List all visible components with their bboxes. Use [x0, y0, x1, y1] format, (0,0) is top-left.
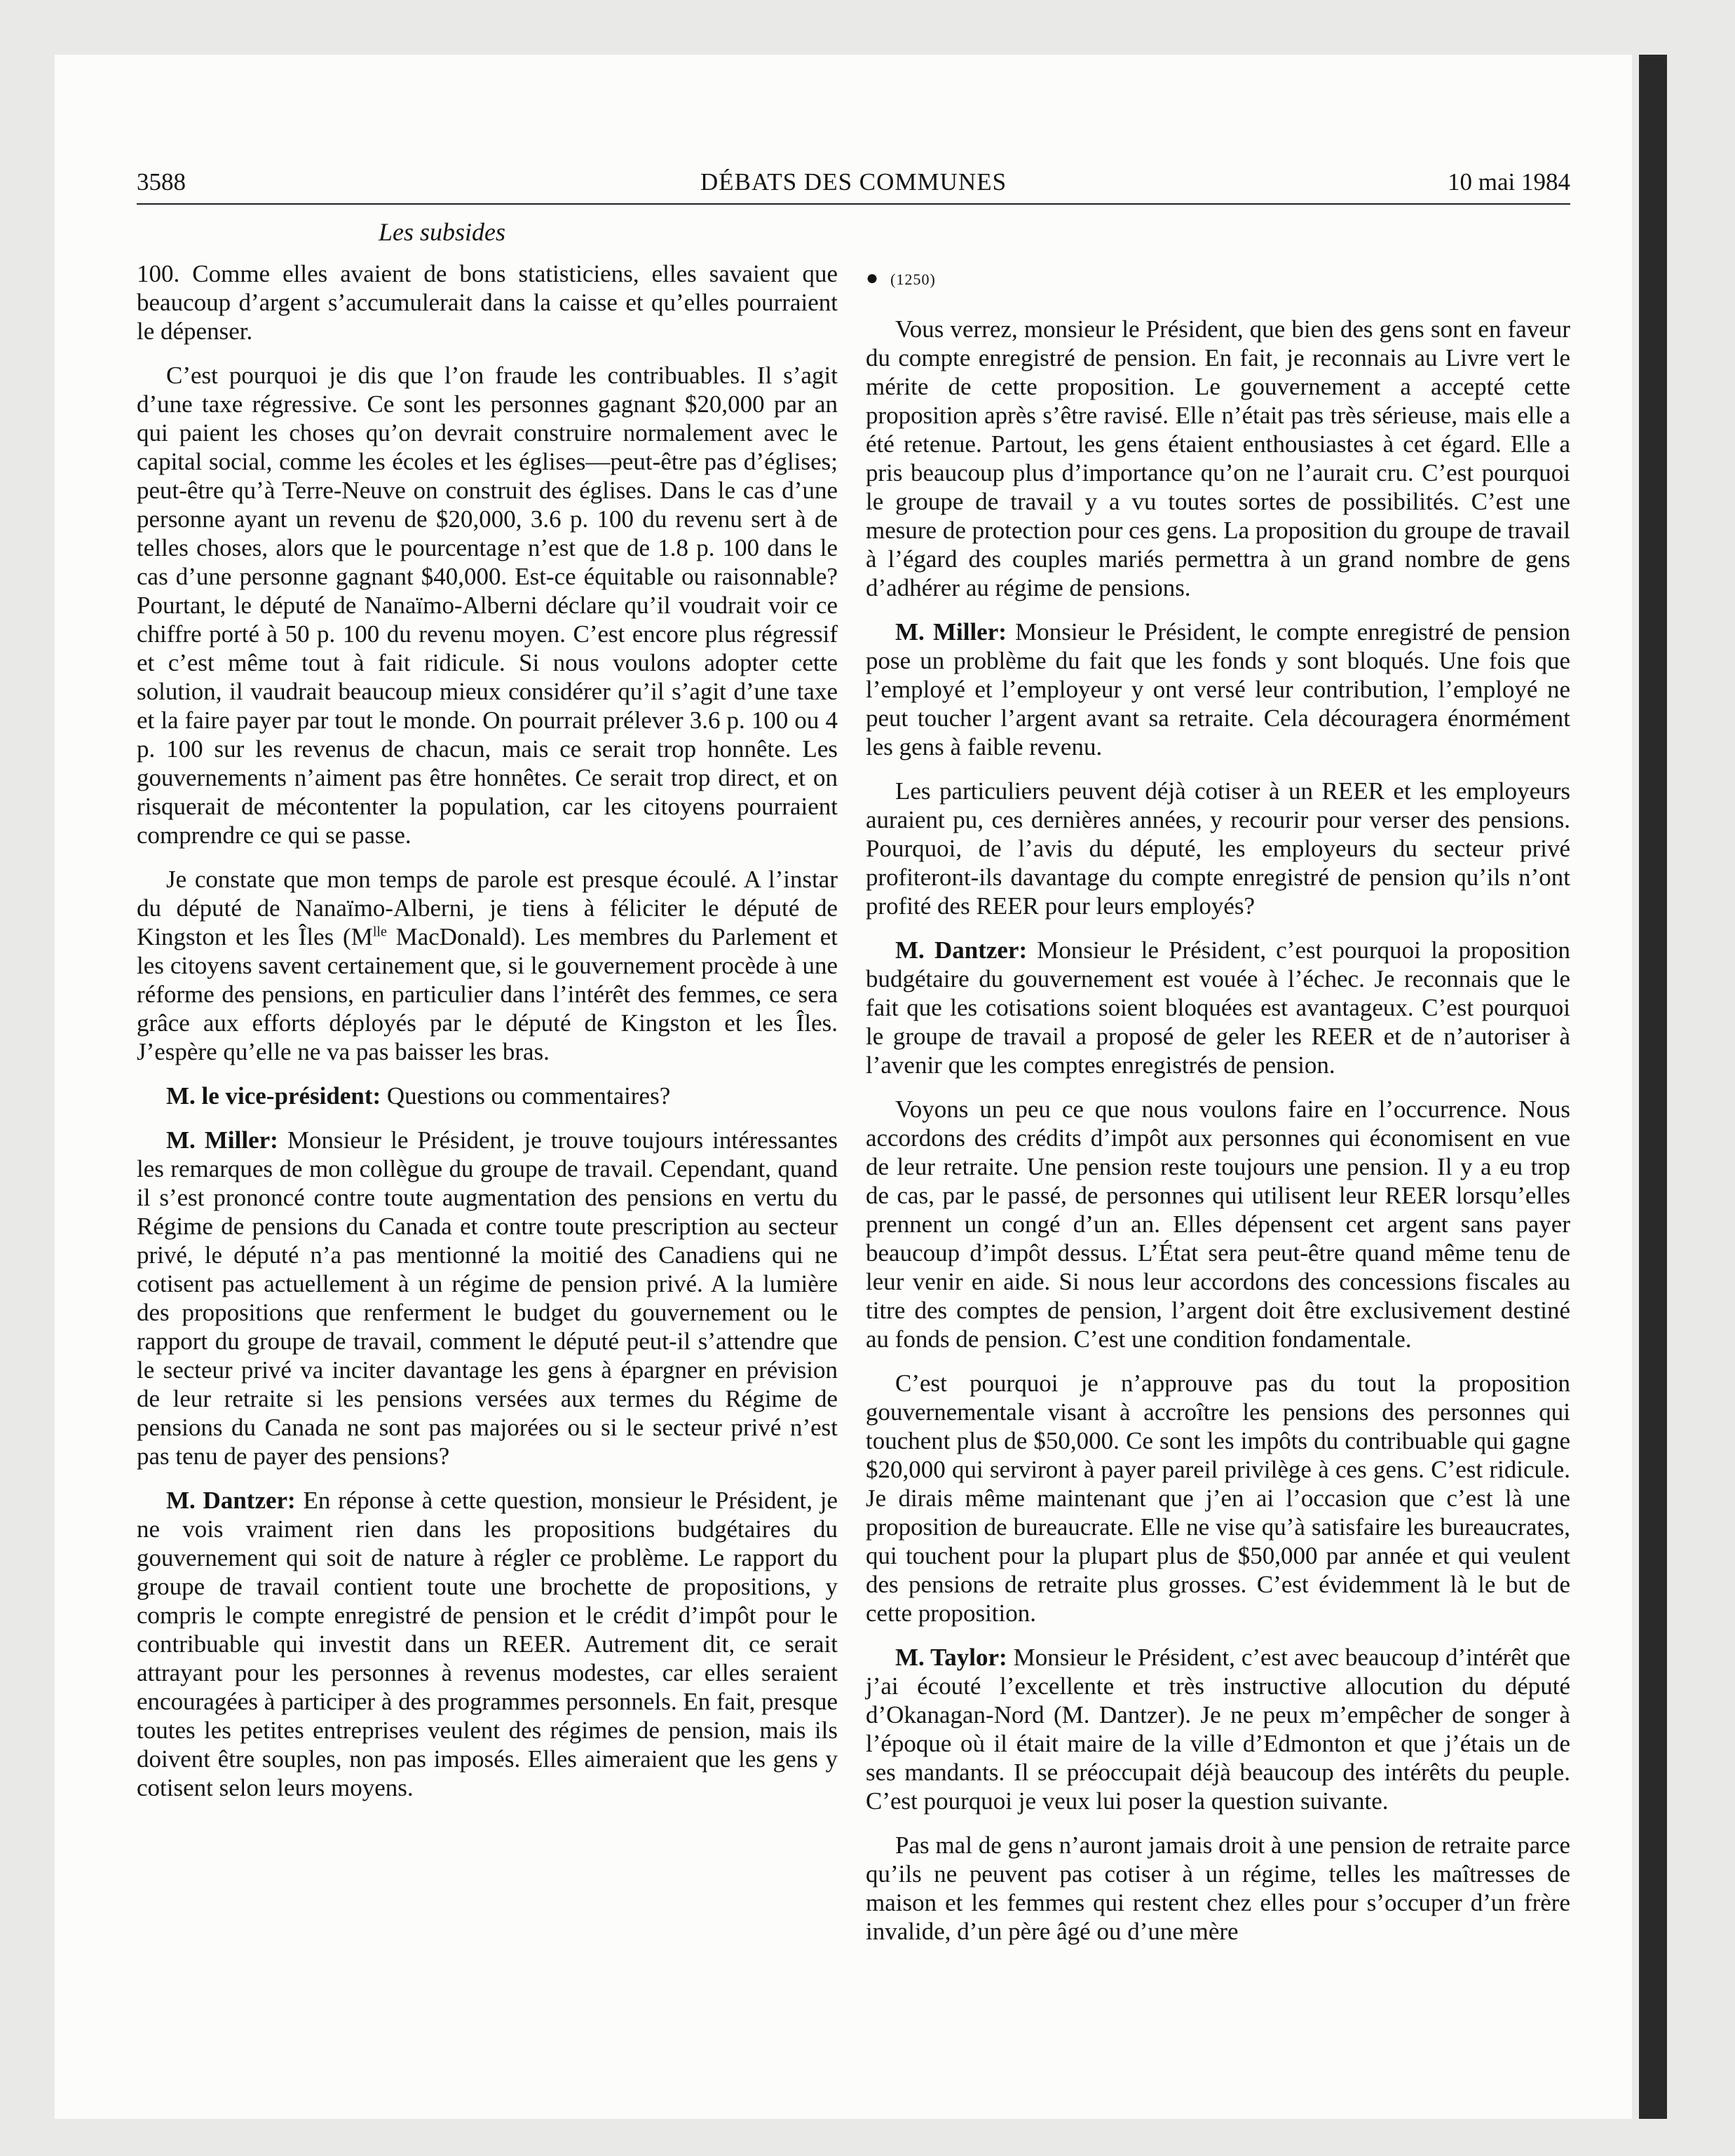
- paragraph: Voyons un peu ce que nous voulons faire en l’occurrence. Nous accordons des crédits d’impôt aux personnes qui économisent en vue de leur retraite. Une pension reste toujours une pension. Il y a eu trop de cas, par le passé, de personnes qui utilisent leur REER lorsqu’elles prennent un congé d’un an. Elles dépensent cet argent sans payer beaucoup d’impôt dessus. L’État sera peut-être quand même tenu de leur venir en aide. Si nous leur accordons des concessions fiscales au titre des comptes de pension, l’argent doit être exclusivement destiné au fonds de pension. C’est une condition fondamentale.: [866, 1096, 1570, 1353]
- time-marker-text: (1250): [890, 271, 936, 288]
- bullet-icon: ●: [866, 266, 880, 289]
- speech-text: Questions ou commentaires?: [381, 1082, 671, 1110]
- paragraph: [866, 936, 1570, 1079]
- paragraph: [137, 1082, 838, 1110]
- paragraph: Les particuliers peuvent déjà cotiser à un REER et les employeurs auraient pu, ces dernières années, y recourir pour verser des pensions. Pourquoi, de l’avis du député, les employeurs du secteur privé profiteront-ils davantage du compte enregistré de pension qu’ils n’ont profité des REER pour leurs employés?: [866, 777, 1570, 920]
- paragraph: C’est pourquoi je dis que l’on fraude les contribuables. Il s’agit d’une taxe régressive. Ce sont les personnes gagnant $20,000 par an qui paient les choses qu’on devrait construire normalement avec le capital social, comme les écoles et les églises—peut-être pas d’églises; peut-être qu’à Terre-Neuve on construit des églises. Dans le cas d’une personne ayant un revenu de $20,000, 3.6 p. 100 du revenu sert à de telles choses, alors que le pourcentage n’est que de 1.8 p. 100 dans le cas d’une personne gagnant $40,000. Est-ce équitable ou raisonnable? Pourtant, le député de Nanaïmo-Alberni déclare qu’il voudrait voir ce chiffre porté à 50 p. 100 du revenu moyen. C’est encore plus régressif et c’est même tout à fait ridicule. Si nous voulons adopter cette solution, il vaudrait beaucoup mieux considérer qu’il s’agit d’une taxe et la faire payer par tout le monde. On pourrait prélever 3.6 p. 100 ou 4 p. 100 sur les revenus de chacun, mais ce serait trop honnête. Les gouvernements n’aiment pas être honnêtes. Ce serait trop direct, et on risquerait de mécontenter la population, car les citoyens pourraient comprendre ce qui se passe.: [137, 362, 838, 849]
- header-rule: [137, 203, 1570, 205]
- paragraph: 100. Comme elles avaient de bons statisticiens, elles savaient que beaucoup d’argent s’accumulerait dans la caisse et qu’elles pourraient le dépenser.: [137, 260, 838, 345]
- speaker-name: M. Taylor:: [895, 1644, 1007, 1671]
- speech-text: Monsieur le Président, le compte enregistré de pension pose un problème du fait que les fonds y sont bloqués. Une fois que l’employé et l’employeur y ont versé leur contribution, l’employé ne peut toucher l’argent avant sa retraite. Cela découragera énormément les gens à faible revenu.: [866, 618, 1570, 760]
- paragraph: [137, 1126, 838, 1471]
- paragraph-text: MacDonald). Les membres du Parlement et les citoyens savent certainement que, si le gouvernement procède à une réforme des pensions, en particulier dans l’intérêt des femmes, ce sera grâce aux efforts déployés par le député de Kingston et les Îles. J’espère qu’elle ne va pas baisser les bras.: [137, 923, 838, 1065]
- speaker-name: M. le vice-président:: [166, 1082, 381, 1110]
- paragraph: Vous verrez, monsieur le Président, que bien des gens sont en faveur du compte enregistré de pension. En fait, je reconnais au Livre vert le mérite de cette proposition. Le gouvernement a accepté cette proposition après s’être ravisé. Elle n’était pas très sérieuse, mais elle a été retenue. Partout, les gens étaient enthousiastes à cet égard. Elle a pris beaucoup plus d’importance qu’on ne l’aurait cru. C’est pourquoi le groupe de travail y a vu toutes sortes de possibilités. C’est une mesure de protection pour ces gens. La proposition du groupe de travail à l’égard des couples mariés permettra à un grand nombre de gens d’adhérer au régime de pensions.: [866, 315, 1570, 601]
- page-number: 3588: [137, 168, 186, 196]
- speaker-name: M. Dantzer:: [895, 936, 1028, 964]
- paragraph: [866, 1643, 1570, 1815]
- right-column: [866, 258, 1570, 1961]
- speech-text: Monsieur le Président, c’est pourquoi la proposition budgétaire du gouvernement est vouée à l’échec. Je reconnais que le fait que les cotisations soient bloquées est avantageux. C’est pourquoi le groupe de travail a proposé de geler les REER et de n’autoriser à l’avenir que les comptes enregistrés de pension.: [866, 936, 1570, 1079]
- speech-text: Monsieur le Président, je trouve toujours intéressantes les remarques de mon collègue du groupe de travail. Cependant, quand il s’est prononcé contre toute augmentation des pensions en vertu du Régime de pensions du Canada et contre toute prescription au secteur privé, le député n’a pas mentionné la moitié des Canadiens qui ne cotisent pas actuellement à un régime de pension privé. A la lumière des propositions que renferment le budget du gouvernement ou le rapport du groupe de travail, comment le député peut-il s’attendre que le secteur privé va inciter davantage les gens à épargner en prévision de leur retraite si les pensions versées aux termes du Régime de pensions du Canada ne sont pas majorées ou si le secteur privé n’est pas tenu de payer des pensions?: [137, 1126, 838, 1470]
- section-title: Les subsides: [379, 218, 506, 246]
- superscript: lle: [372, 924, 387, 940]
- paragraph: C’est pourquoi je n’approuve pas du tout la proposition gouvernementale visant à accroître les pensions des personnes qui touchent plus de $50,000. Ce sont les impôts du contribuable qui gagne $20,000 qui serviront à payer pareil privilège à ces gens. C’est ridicule. Je dirais même maintenant que j’en ai l’occasion que c’est là une proposition de bureaucrate. Elle ne vise qu’à satisfaire les bureaucrates, qui touchent pour la plupart plus de $50,000 par année et qui veulent des pensions de retraite plus grosses. C’est évidemment là le but de cette proposition.: [866, 1370, 1570, 1627]
- left-column: [137, 259, 838, 1817]
- publication-title: DÉBATS DES COMMUNES: [700, 168, 1007, 196]
- speech-text: En réponse à cette question, monsieur le Président, je ne vois vraiment rien dans les propositions budgétaires du gouvernement qui soit de nature à régler ce problème. Le rapport du groupe de travail contient toute une brochette de propositions, y compris le compte enregistré de pension et le crédit d’impôt pour le contribuable qui investit dans un REER. Autrement dit, ce serait attrayant pour les personnes à revenus modestes, car elles seraient encouragées à participer à des programmes personnels. En fait, presque toutes les petites entreprises veulent des régimes de pension, mais ils doivent être souples, non pas imposés. Elles aimeraient que les gens y cotisent selon leurs moyens.: [137, 1487, 838, 1801]
- speaker-name: M. Dantzer:: [166, 1487, 296, 1514]
- paragraph: [137, 865, 838, 1066]
- paragraph: [866, 618, 1570, 761]
- paragraph-text: Je constate que mon temps de parole est presque écoulé. A l’instar du député de Nanaïmo-Alberni, je tiens à féliciter le député de Kingston et les Îles (M: [137, 866, 838, 950]
- speaker-name: M. Miller:: [166, 1126, 278, 1154]
- speaker-name: M. Miller:: [895, 618, 1007, 646]
- speech-text: Monsieur le Président, c’est avec beaucoup d’intérêt que j’ai écouté l’excellente et très instructive allocution du député d’Okanagan-Nord (M. Dantzer). Je ne peux m’empêcher de songer à l’époque où il était maire de la ville d’Edmonton et que j’étais un de ses mandants. Il se préoccupait déjà beaucoup des intérêts du peuple. C’est pourquoi je veux lui poser la question suivante.: [866, 1644, 1570, 1815]
- paragraph: Pas mal de gens n’auront jamais droit à une pension de retraite parce qu’ils ne peuvent pas cotiser à un régime, telles les maîtresses de maison et les femmes qui restent chez elles pour s’occuper d’un frère invalide, d’un père âgé ou d’une mère: [866, 1831, 1570, 1945]
- publication-date: 10 mai 1984: [1448, 168, 1570, 196]
- paragraph: [137, 1486, 838, 1802]
- scan-edge: [1639, 55, 1667, 2119]
- time-marker: [866, 264, 1570, 294]
